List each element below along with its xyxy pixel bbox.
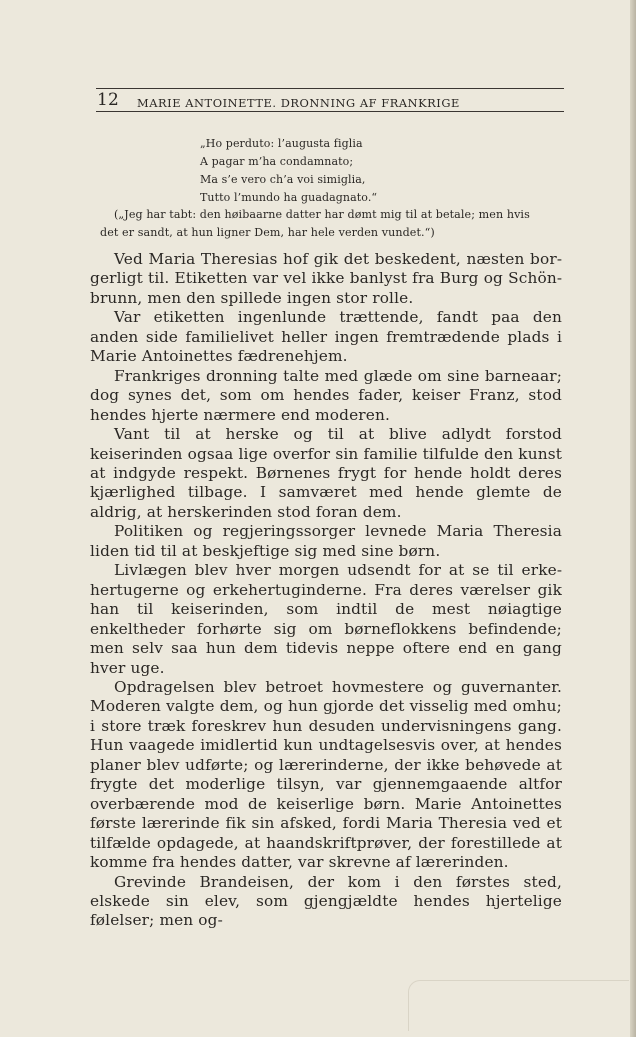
paragraph: Frankriges dronning talte med glæde om sine barneaar; dog synes det, som om hendes fader, keiser Franz, stod hendes hjerte nærmere end moderen. [90, 366, 562, 424]
translation-line: det er sandt, at hun ligner Dem, har hele verden vundet.“) [100, 226, 435, 239]
poem-line: A pagar m’ha condamnato; [200, 155, 354, 168]
poem-line: Tutto l’mundo ha guadagnato.“ [200, 191, 378, 204]
paragraph: Opdragelsen blev betroet hovmestere og guvernanter. Moderen valgte dem, og hun gjorde det visselig med omhu; i store træk foreskrev hun desuden undervisningens gang. Hun vaagede imidlertid kun undtagelsesvis over, at hendes planer blev udførte; og lærerinderne, der ikke behøvede at frygte det moderlige tilsyn, var gjennemgaaende altfor overbærende mod de keiserlige børn. Marie Antoinettes første lærerinde fik sin afsked, fordi Maria Theresia ved et tilfælde opdagede, at haandskriftprøver, der forestillede at komme fra hendes datter, var skrevne af lærerinden. [90, 677, 562, 872]
paragraph: Livlægen blev hver morgen udsendt for at se til erkehertugerne og erkehertuginderne. Fra deres værelser gik han til keiserinden, som indtil de mest nøiagtige enkeltheder forhørte sig om børneflokkens befindende; men selv saa hun dem tidevis neppe oftere end en gang hver uge. [90, 561, 562, 677]
paper-crease [408, 980, 629, 1031]
page-edge [630, 0, 636, 1037]
paragraph: Ved Maria Theresias hof gik det beskedent, næsten borgerligt til. Etiketten var vel ikke banlyst fra Burg og Schönbrunn, men den spillede ingen stor rolle. [90, 250, 562, 307]
paragraph: Vant til at herske og til at blive adlydt forstod keiserinden ogsaa lige overfor sin familie tilfulde den kunst at indgyde respekt. Børnenes frygt for hende holdt deres kjærlighed tilbage. I samværet med hende glemte de aldrig, at herskerinden stod foran dem. [90, 425, 562, 521]
running-header [96, 88, 564, 112]
paragraph: Grevinde Brandeisen, der kom i den førstes sted, elskede sin elev, som gjengjældte hendes hjertelige følelser; men og- [90, 872, 562, 930]
poem-translation [100, 206, 562, 242]
paragraph: Var etiketten ingenlunde trættende, fandt paa den anden side familielivet heller ingen fremtrædende plads i Marie Antoinettes fædrenehjem. [90, 308, 562, 366]
body-text [90, 250, 562, 931]
italian-poem [200, 135, 377, 207]
page-number: 12 [97, 90, 120, 110]
translation-line: („Jeg har tabt: den høibaarne datter har dømt mig til at betale; men hvis [114, 208, 530, 221]
poem-line: Ma s’e vero ch’a voi simiglia, [200, 173, 366, 186]
paragraph: Politiken og regjeringssorger levnede Maria Theresia liden tid til at beskjeftige sig med sine børn. [90, 522, 562, 560]
running-title: MARIE ANTOINETTE. DRONNING AF FRANKRIGE [137, 95, 460, 110]
poem-line: „Ho perduto: l’augusta figlia [200, 137, 363, 150]
